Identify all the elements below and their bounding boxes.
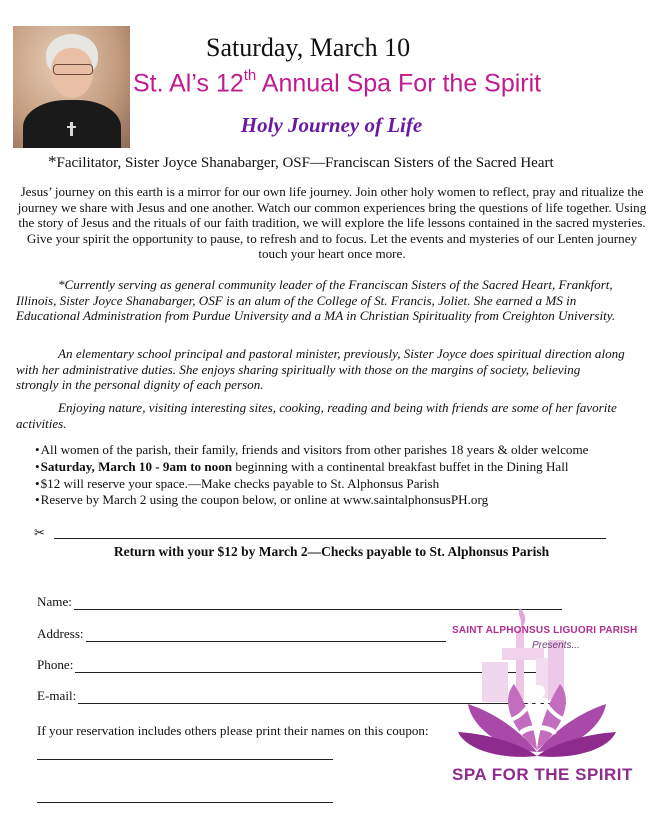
- additional-names-label: If your reservation includes others please print their names on this coupon:: [37, 723, 429, 738]
- bio-paragraph-3: Enjoying nature, visiting interesting sites, cooking, reading and being with friends are some of her favorite activities.: [16, 400, 617, 431]
- footnote-star: *: [48, 152, 57, 171]
- cut-rule: [54, 538, 606, 539]
- intro-paragraph: Jesus’ journey on this earth is a mirror for our own life journey. Join other holy women to reflect, pray and ritualize the journey we share with Jesus and one another. Watch our common experiences bring the questions of life together. Using the story of Jesus and the rituals of our faith tradition, we will explore the life lessons contained in the sacred mysteries. Give your spirit the opportunity to pause, to refresh and to focus. Let the events and mysteries of our Lenten journey touch your heart once more.: [17, 184, 647, 262]
- list-item: [35, 442, 588, 459]
- facilitator-text: Facilitator, Sister Joyce Shanabarger, OSF—Franciscan Sisters of the Sacred Heart: [56, 155, 554, 171]
- details-list: [35, 442, 588, 509]
- title-ordinal: th: [243, 67, 257, 84]
- address-line[interactable]: [86, 627, 446, 642]
- address-label: Address:: [37, 626, 84, 641]
- list-item-text: All women of the parish, their family, friends and visitors from other parishes 18 years & older welcome: [40, 442, 589, 457]
- facilitator-line: [48, 152, 554, 172]
- event-subtitle: Holy Journey of Life: [240, 113, 423, 137]
- logo-parish-name: SAINT ALPHONSUS LIGUORI PARISH: [452, 625, 638, 636]
- event-title: [133, 69, 541, 98]
- title-post: Annual Spa For the Spirit: [256, 69, 542, 98]
- list-item-text: $12 will reserve your space.—Make checks payable to St. Alphonsus Parish: [40, 475, 440, 491]
- title-pre: St. Al’s 12: [133, 69, 244, 98]
- coupon-cut-line: [34, 526, 606, 540]
- list-item-text: beginning with a continental breakfast buffet in the Dining Hall: [232, 458, 569, 474]
- bio-paragraph-2: An elementary school principal and pastoral minister, previously, Sister Joyce does spiritual direction along with her administrative duties. She enjoys sharing spiritually with those on the margins of society, believing strongly in the personal dignity of each person.: [16, 346, 625, 393]
- scissors-icon: ✂: [34, 525, 45, 540]
- list-item: [35, 459, 588, 476]
- name-label: Name:: [37, 594, 72, 609]
- list-item-text: Reserve by March 2 using the coupon below, or online at www.saintalphonsusPH.org: [40, 492, 489, 508]
- logo-spa-text: SPA FOR THE SPIRIT: [452, 765, 633, 784]
- logo-presents: Presents...: [532, 640, 580, 651]
- email-label: E-mail:: [37, 688, 77, 703]
- list-item-bold: Saturday, March 10 - 9am to noon: [40, 458, 233, 474]
- coupon-return-instructions: Return with your $12 by March 2—Checks payable to St. Alphonsus Parish: [113, 544, 550, 559]
- phone-label: Phone:: [37, 657, 74, 672]
- spa-for-the-spirit-logo: [452, 600, 638, 815]
- additional-name-line[interactable]: [37, 802, 333, 803]
- list-item: [35, 492, 588, 509]
- address-field[interactable]: [37, 626, 446, 642]
- additional-name-line[interactable]: [37, 759, 333, 760]
- bio-paragraph-1: *Currently serving as general community leader of the Franciscan Sisters of the Sacred Heart, Frankfort, Illinois, Sister Joyce Shanabarger, OSF is an alum of the College of St. Francis, Joliet. She earned a MS in Educational Administration from Purdue University and a MA in Christian Spirituality from Creighton University.: [16, 277, 616, 324]
- list-item: [35, 476, 588, 493]
- event-date: Saturday, March 10: [206, 33, 411, 62]
